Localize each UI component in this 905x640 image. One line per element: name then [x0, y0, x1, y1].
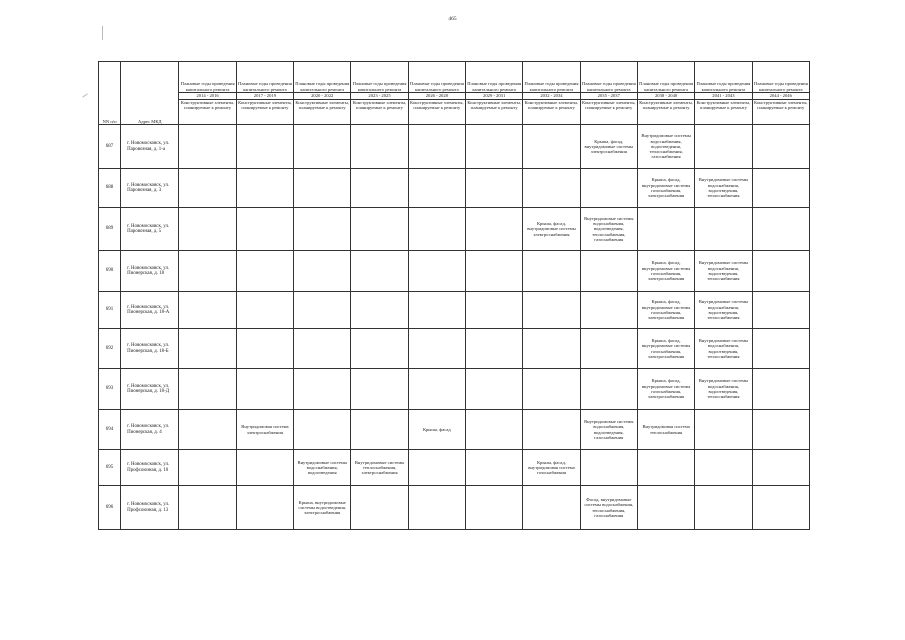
row-period-cell	[294, 125, 351, 169]
row-period-cell	[695, 486, 752, 530]
row-period-cell	[351, 292, 408, 329]
page-number: 465	[448, 16, 457, 22]
table-row	[99, 292, 810, 329]
row-number: 689	[99, 208, 121, 251]
table-row	[99, 450, 810, 486]
row-period-cell	[580, 329, 637, 369]
header-period-years: 2041 - 2043	[695, 93, 752, 100]
row-period-cell	[637, 450, 694, 486]
row-period-cell	[752, 369, 809, 410]
row-period-cell	[695, 208, 752, 251]
row-period-cell: Внутридомовые системы водоснабжения, водоотведения, теплоснабжения, газоснабжения	[637, 125, 694, 169]
row-period-cell	[294, 169, 351, 208]
row-period-cell	[351, 251, 408, 292]
row-period-cell	[580, 169, 637, 208]
header-period-years: 2044 - 2046	[752, 93, 809, 100]
row-period-cell	[294, 329, 351, 369]
table-row	[99, 369, 810, 410]
header-period-title: Плановые годы проведения капитального ремонта	[179, 62, 236, 93]
row-period-cell	[523, 251, 580, 292]
header-period-title: Плановые годы проведения капитального ремонта	[695, 62, 752, 93]
header-period-title: Плановые годы проведения капитального ремонта	[351, 62, 408, 93]
header-period-title: Плановые годы проведения капитального ремонта	[752, 62, 809, 93]
row-period-cell	[466, 450, 523, 486]
row-period-cell: Крыша, фасад, внутридомовые системы газоснабжения, электроснабжения	[637, 329, 694, 369]
row-period-cell	[580, 292, 637, 329]
row-period-cell	[179, 410, 236, 450]
table-row	[99, 329, 810, 369]
row-address: г. Новомосковск, ул. Профсоюзная, д. 10	[121, 450, 179, 486]
row-address: г. Новомосковск, ул. Профсоюзная, д. 13	[121, 486, 179, 530]
row-address: г. Новомосковск, ул. Пионерская, д. 18-Б	[121, 329, 179, 369]
header-address: Адрес МКД	[121, 62, 179, 125]
row-period-cell: Крыша, фасад, внутридомовые системы газоснабжения, электроснабжения	[637, 369, 694, 410]
row-period-cell	[637, 486, 694, 530]
row-period-cell	[294, 251, 351, 292]
header-period-title: Плановые годы проведения капитального ремонта	[466, 62, 523, 93]
row-period-cell	[580, 450, 637, 486]
row-period-cell	[752, 208, 809, 251]
row-period-cell	[752, 410, 809, 450]
row-period-cell: Внутридомовые системы водоснабжения, водоотведения, теплоснабжения	[695, 251, 752, 292]
row-period-cell	[752, 292, 809, 329]
table-row	[99, 251, 810, 292]
row-period-cell	[523, 125, 580, 169]
row-period-cell	[236, 208, 293, 251]
row-period-cell	[351, 208, 408, 251]
row-period-cell	[294, 208, 351, 251]
row-number: 695	[99, 450, 121, 486]
row-period-cell	[179, 208, 236, 251]
header-elements-label: Конструктивные элементы, планируемые к ремонту	[236, 100, 293, 125]
header-elements-label: Конструктивные элементы, планируемые к ремонту	[523, 100, 580, 125]
row-period-cell	[408, 329, 465, 369]
row-period-cell	[408, 369, 465, 410]
row-period-cell	[466, 329, 523, 369]
header-elements-label: Конструктивные элементы, планируемые к ремонту	[695, 100, 752, 125]
row-period-cell	[466, 410, 523, 450]
row-period-cell	[408, 251, 465, 292]
row-period-cell	[523, 410, 580, 450]
row-period-cell	[752, 450, 809, 486]
row-period-cell	[236, 486, 293, 530]
row-period-cell: Внутридомовая система теплоснабжения	[637, 410, 694, 450]
header-elements-label: Конструктивные элементы, планируемые к ремонту	[752, 100, 809, 125]
row-number: 688	[99, 169, 121, 208]
header-period-years: 2038 - 2040	[637, 93, 694, 100]
row-period-cell	[523, 369, 580, 410]
header-period-years: 2029 - 2031	[466, 93, 523, 100]
row-number: 692	[99, 329, 121, 369]
row-period-cell	[408, 208, 465, 251]
header-period-title: Плановые годы проведения капитального ремонта	[580, 62, 637, 93]
header-elements-label: Конструктивные элементы, планируемые к ремонту	[179, 100, 236, 125]
row-period-cell	[523, 292, 580, 329]
table-row	[99, 208, 810, 251]
row-period-cell	[466, 486, 523, 530]
header-elements-label: Конструктивные элементы, планируемые к ремонту	[408, 100, 465, 125]
row-period-cell: Крыша, фасад, внутридомовая система газоснабжения	[523, 450, 580, 486]
row-period-cell	[580, 251, 637, 292]
row-period-cell	[408, 486, 465, 530]
row-period-cell: Фасад, внутридомовые системы водоснабжения, теплоснабжения, газоснабжения	[580, 486, 637, 530]
table-row	[99, 410, 810, 450]
row-period-cell	[523, 169, 580, 208]
row-number: 694	[99, 410, 121, 450]
row-period-cell	[351, 329, 408, 369]
row-address: г. Новомосковск, ул. Паровозная, д. 3	[121, 169, 179, 208]
row-period-cell	[294, 292, 351, 329]
row-period-cell	[351, 410, 408, 450]
header-period-years: 2026 - 2028	[408, 93, 465, 100]
header-period-title: Плановые годы проведения капитального ремонта	[523, 62, 580, 93]
header-period-title: Плановые годы проведения капитального ремонта	[236, 62, 293, 93]
row-period-cell	[236, 292, 293, 329]
header-num: NN п/п	[99, 62, 121, 125]
row-period-cell	[294, 410, 351, 450]
row-period-cell: Внутридомовые системы водоснабжения, водоотведения, теплоснабжения, газоснабжения	[580, 208, 637, 251]
header-period-years: 2032 - 2034	[523, 93, 580, 100]
row-period-cell	[408, 292, 465, 329]
header-period-years: 2020 - 2022	[294, 93, 351, 100]
row-period-cell	[179, 169, 236, 208]
row-period-cell	[408, 450, 465, 486]
row-period-cell	[466, 251, 523, 292]
row-period-cell: Внутридомовые системы водоснабжения, водоотведения, теплоснабжения	[695, 169, 752, 208]
row-period-cell	[179, 292, 236, 329]
row-period-cell	[466, 125, 523, 169]
row-address: г. Новомосковск, ул. Паровозная, д. 5	[121, 208, 179, 251]
row-period-cell	[466, 369, 523, 410]
scan-mark	[102, 26, 103, 40]
row-period-cell	[695, 125, 752, 169]
row-address: г. Новомосковск, ул. Пионерская, д. 18-Д	[121, 369, 179, 410]
row-period-cell: Крыша, фасад, внутридомовые системы газоснабжения, электроснабжения	[637, 292, 694, 329]
row-period-cell	[466, 169, 523, 208]
header-period-years: 2014 - 2016	[179, 93, 236, 100]
row-period-cell	[236, 169, 293, 208]
header-period-title: Плановые годы проведения капитального ремонта	[408, 62, 465, 93]
row-period-cell: Внутридомовые системы водоснабжения, водоотведения, теплоснабжения	[695, 292, 752, 329]
header-elements-label: Конструктивные элементы, планируемые к ремонту	[351, 100, 408, 125]
row-period-cell	[351, 169, 408, 208]
row-period-cell	[236, 369, 293, 410]
header-period-years: 2023 - 2025	[351, 93, 408, 100]
row-address: г. Новомосковск, ул. Пионерская, д. 18	[121, 251, 179, 292]
row-period-cell	[637, 208, 694, 251]
header-elements-label: Конструктивные элементы, планируемые к ремонту	[466, 100, 523, 125]
row-period-cell: Внутридомовые системы водоснабжения, водоотведения, газоснабжения	[580, 410, 637, 450]
row-period-cell	[179, 369, 236, 410]
scan-mark	[82, 93, 87, 97]
row-period-cell	[408, 125, 465, 169]
row-period-cell	[580, 369, 637, 410]
row-number: 693	[99, 369, 121, 410]
row-period-cell	[523, 329, 580, 369]
header-period-years: 2035 - 2037	[580, 93, 637, 100]
row-period-cell	[695, 410, 752, 450]
row-period-cell	[752, 329, 809, 369]
row-period-cell: Крыша, фасад	[408, 410, 465, 450]
repair-plan-table	[98, 61, 810, 530]
row-period-cell: Внутридомовые системы водоснабжения, водоотведения	[294, 450, 351, 486]
row-period-cell	[179, 486, 236, 530]
row-period-cell	[351, 369, 408, 410]
header-period-years: 2017 - 2019	[236, 93, 293, 100]
row-period-cell	[523, 486, 580, 530]
row-period-cell	[179, 251, 236, 292]
table-row	[99, 125, 810, 169]
row-period-cell	[752, 486, 809, 530]
row-address: г. Новомосковск, ул. Пионерская, д. 18-А	[121, 292, 179, 329]
row-period-cell	[294, 369, 351, 410]
row-period-cell	[179, 125, 236, 169]
row-period-cell: Внутридомовые системы водоснабжения, водоотведения, теплоснабжения	[695, 329, 752, 369]
row-period-cell	[752, 251, 809, 292]
row-period-cell	[695, 450, 752, 486]
header-elements-label: Конструктивные элементы, планируемые к ремонту	[637, 100, 694, 125]
row-number: 690	[99, 251, 121, 292]
header-period-title: Плановые годы проведения капитального ремонта	[294, 62, 351, 93]
row-period-cell: Крыша, внутридомовые системы водоотведения, электроснабжения	[294, 486, 351, 530]
row-period-cell: Внутридомовые системы теплоснабжения, электроснабжения	[351, 450, 408, 486]
row-period-cell: Крыша, фасад, внутридомовые системы газоснабжения, электроснабжения	[637, 169, 694, 208]
header-period-title: Плановые годы проведения капитального ремонта	[637, 62, 694, 93]
row-period-cell: Крыша, фасад, внутридомовые системы газоснабжения, электроснабжения	[637, 251, 694, 292]
row-period-cell: Крыша, фасад, внутридомовые системы электроснабжения	[580, 125, 637, 169]
row-period-cell	[236, 329, 293, 369]
row-period-cell	[752, 169, 809, 208]
row-period-cell	[236, 450, 293, 486]
row-period-cell	[179, 329, 236, 369]
table-row	[99, 486, 810, 530]
row-period-cell: Внутридомовые системы водоснабжения, водоотведения, теплоснабжения	[695, 369, 752, 410]
row-period-cell	[236, 251, 293, 292]
row-period-cell	[752, 125, 809, 169]
header-elements-label: Конструктивные элементы, планируемые к ремонту	[580, 100, 637, 125]
row-period-cell	[179, 450, 236, 486]
row-period-cell	[351, 125, 408, 169]
row-period-cell	[236, 125, 293, 169]
table-row	[99, 169, 810, 208]
header-elements-label: Конструктивные элементы, планируемые к ремонту	[294, 100, 351, 125]
row-period-cell	[466, 208, 523, 251]
row-number: 696	[99, 486, 121, 530]
row-period-cell	[351, 486, 408, 530]
row-number: 687	[99, 125, 121, 169]
row-period-cell: Внутридомовая система электроснабжения	[236, 410, 293, 450]
row-period-cell	[466, 292, 523, 329]
row-address: г. Новомосковск, ул. Паровозная, д. 1-а	[121, 125, 179, 169]
row-period-cell	[408, 169, 465, 208]
row-address: г. Новомосковск, ул. Пионерская, д. 4	[121, 410, 179, 450]
row-number: 691	[99, 292, 121, 329]
row-period-cell: Крыша, фасад, внутридомовые системы электроснабжения	[523, 208, 580, 251]
